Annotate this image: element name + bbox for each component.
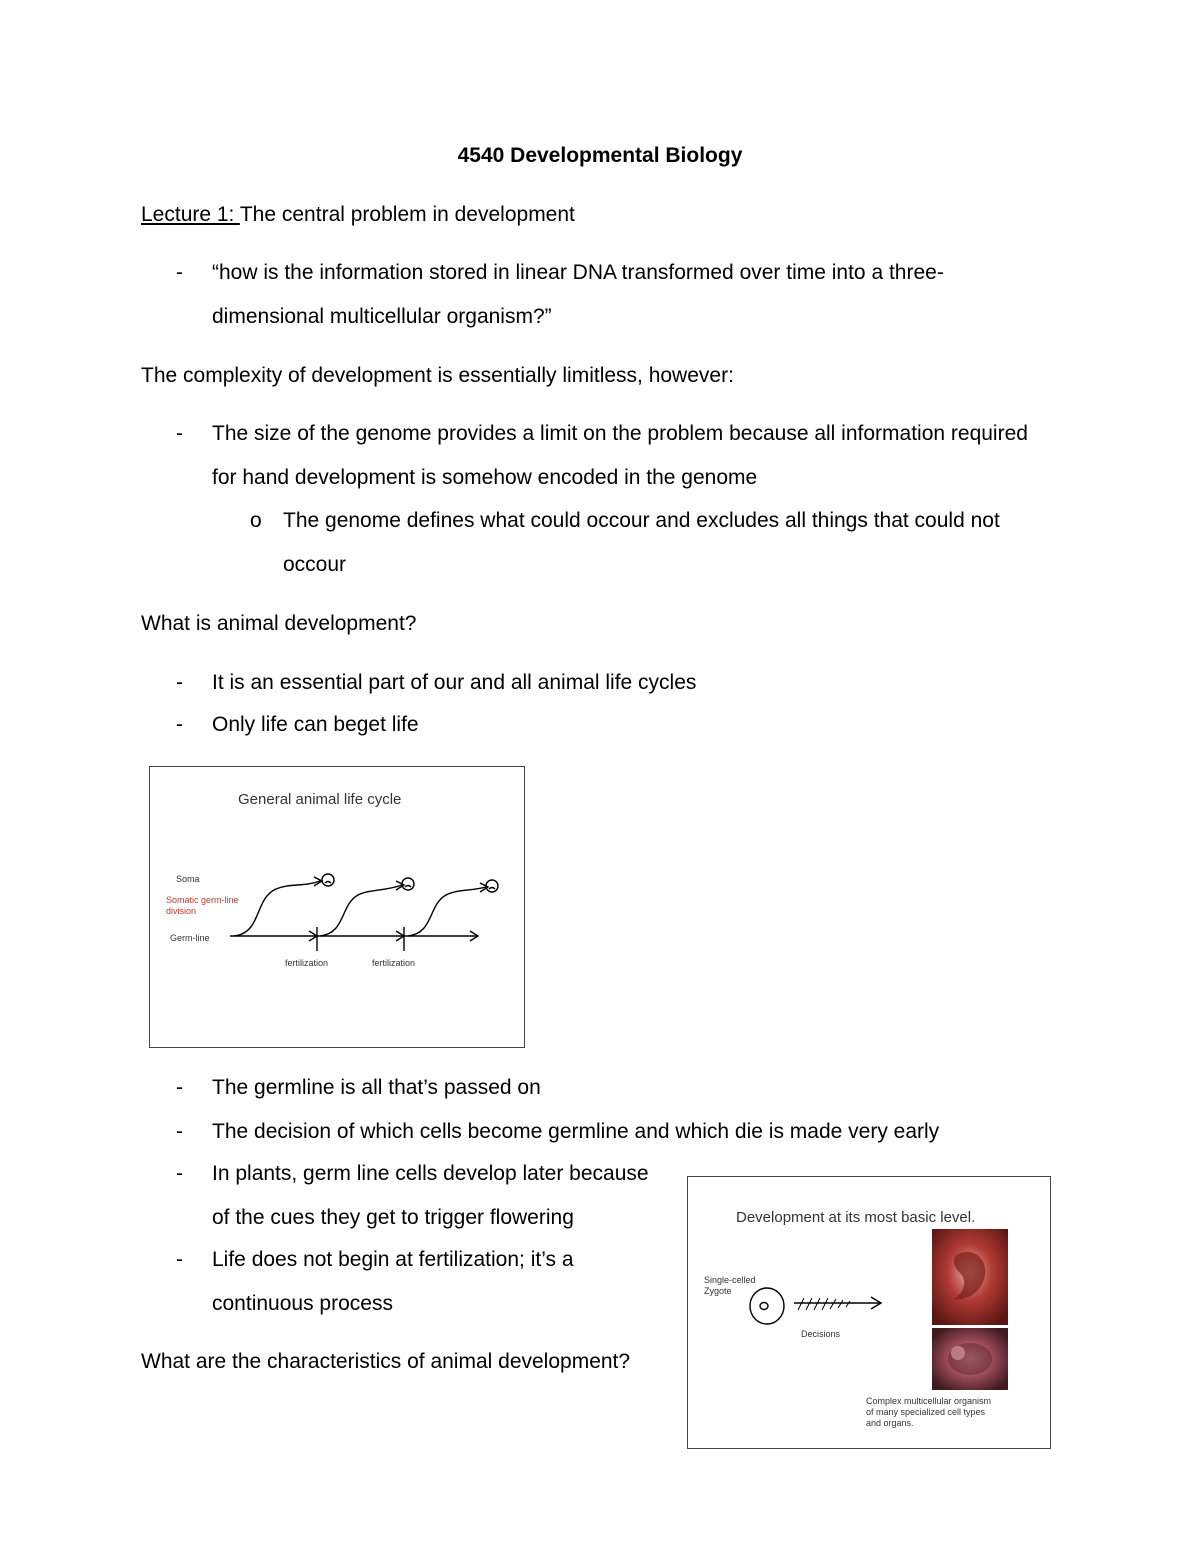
complex-label-line3: and organs. [866,1418,914,1428]
decisions-label: Decisions [801,1329,841,1339]
development-figure [687,1176,1051,1449]
bullet-dash: - [176,713,183,736]
somatic-label-line1: Somatic germ-line [166,895,239,905]
sub-bullet-marker: o [250,509,262,532]
bullet-dash: - [176,1076,183,1099]
complex-label-line1: Complex multicellular organism [866,1396,992,1406]
bullet-dash: - [176,422,183,445]
germline-passed-bullet: The germline is all that’s passed on [212,1076,541,1099]
essential-bullet: It is an essential part of our and all animal life cycles [212,671,697,694]
soma-curve-2 [320,885,402,936]
bullet-dash: - [176,261,183,284]
decision-bullet: The decision of which cells become germline and which die is made very early [212,1120,940,1143]
fertilization-label-2: fertilization [372,958,416,968]
figure2-title: Development at its most basic level. [736,1209,976,1226]
complex-label-line2: of many specialized cell types [866,1407,986,1417]
bullet-dash: - [176,1248,183,1271]
plants-line-2: of the cues they get to trigger flowering [212,1206,574,1229]
development-diagram [688,1177,1052,1450]
plants-line-1: In plants, germ line cells develop later because [212,1162,649,1185]
quote-line-2: dimensional multicellular organism?” [212,305,552,328]
zygote-nucleus [760,1303,768,1310]
life-cycle-figure [149,766,525,1048]
zygote-label-line2: Zygote [704,1286,732,1296]
genome-line-1: The size of the genome provides a limit on the problem because all information required [212,422,1028,445]
life-line-1: Life does not begin at fertilization; it’s a [212,1248,574,1271]
soma-curve-3 [408,887,486,936]
death-icon-3 [486,880,498,892]
lecture-label: Lecture 1: [141,203,240,226]
somatic-label-line2: division [166,906,197,916]
complexity-paragraph: The complexity of development is essentially limitless, however: [141,364,734,387]
soma-label: Soma [176,874,200,884]
defines-line-1: The genome defines what could occour and excludes all things that could not [283,509,1000,532]
life-line-2: continuous process [212,1292,393,1315]
bullet-dash: - [176,1162,183,1185]
zygote-label-line1: Single-celled [704,1275,756,1285]
soma-curve-1 [234,881,320,936]
document-title: 4540 Developmental Biology [457,144,743,167]
genome-line-2: for hand development is somehow encoded in the genome [212,466,758,489]
figure1-title: General animal life cycle [238,791,402,808]
bullet-dash: - [176,1120,183,1143]
life-cycle-diagram [150,767,526,1049]
bullet-dash: - [176,671,183,694]
lecture-heading [141,202,575,228]
death-icon-1 [322,874,334,886]
what-is-heading: What is animal development? [141,612,417,635]
quote-line-1: “how is the information stored in linear DNA transformed over time into a three- [212,261,944,284]
zygote-cell [750,1288,784,1324]
germline-label: Germ-line [170,933,210,943]
only-life-bullet: Only life can beget life [212,713,419,736]
fertilization-label-1: fertilization [285,958,329,968]
characteristics-heading: What are the characteristics of animal development? [141,1350,631,1373]
defines-line-2: occour [283,553,347,576]
lecture-title: The central problem in development [239,203,575,226]
death-icon-2 [402,878,414,890]
